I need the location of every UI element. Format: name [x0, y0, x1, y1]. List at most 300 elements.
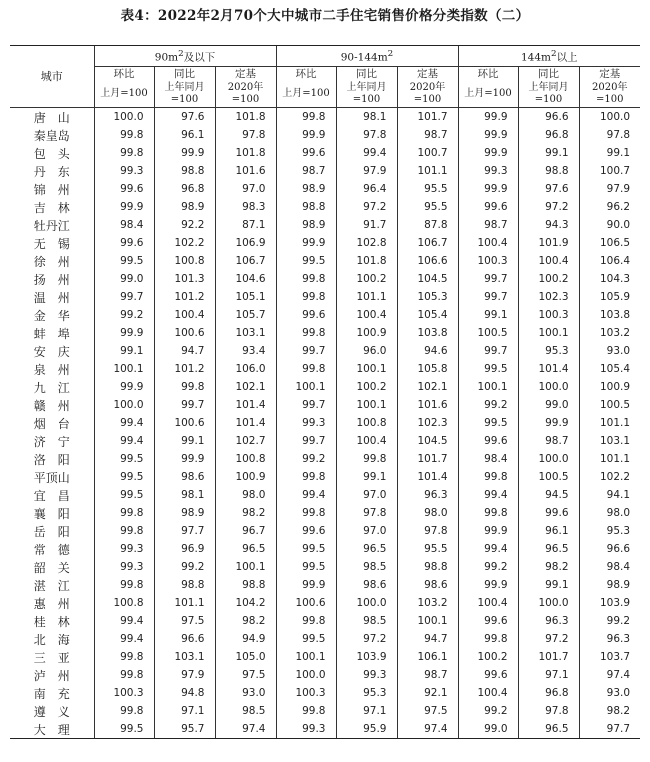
index-value: 100.1	[94, 360, 154, 378]
index-value: 96.1	[518, 522, 579, 540]
index-value: 100.6	[154, 324, 215, 342]
base-header: 上月=100	[94, 81, 154, 108]
index-value: 96.8	[518, 684, 579, 702]
index-value: 92.1	[397, 684, 458, 702]
index-value: 98.9	[276, 180, 336, 198]
index-value: 97.9	[154, 666, 215, 684]
index-value: 99.9	[276, 234, 336, 252]
index-value: 105.0	[215, 648, 276, 666]
index-value: 97.6	[154, 108, 215, 127]
city-name: 洛 阳	[33, 452, 70, 467]
index-value: 99.9	[458, 108, 518, 127]
table-row	[10, 594, 640, 612]
index-value: 100.1	[336, 396, 397, 414]
index-value: 100.1	[215, 558, 276, 576]
index-value: 100.9	[579, 378, 640, 396]
table-row	[10, 666, 640, 684]
index-value: 97.5	[397, 702, 458, 720]
table-row	[10, 468, 640, 486]
index-value: 96.3	[518, 612, 579, 630]
base-header: 上月=100	[276, 81, 336, 108]
city-name: 温 州	[33, 290, 70, 305]
index-value: 104.5	[397, 270, 458, 288]
index-value: 99.6	[276, 306, 336, 324]
index-value: 99.6	[518, 504, 579, 522]
index-value: 100.1	[518, 324, 579, 342]
index-value: 100.3	[458, 252, 518, 270]
index-value: 96.2	[579, 198, 640, 216]
index-value: 103.2	[579, 324, 640, 342]
city-name: 惠 州	[33, 596, 70, 611]
base-header: 2020年 =100	[215, 81, 276, 108]
index-value: 102.1	[397, 378, 458, 396]
index-value: 97.4	[215, 720, 276, 739]
index-value: 99.8	[154, 378, 215, 396]
index-value: 102.2	[154, 234, 215, 252]
index-value: 97.2	[336, 198, 397, 216]
index-value: 99.1	[336, 468, 397, 486]
index-value: 96.6	[579, 540, 640, 558]
index-value: 99.4	[276, 486, 336, 504]
index-value: 100.5	[518, 468, 579, 486]
index-value: 99.8	[276, 270, 336, 288]
index-value: 96.1	[154, 126, 215, 144]
index-value: 96.8	[154, 180, 215, 198]
city-name: 金 华	[33, 308, 70, 323]
index-value: 96.6	[154, 630, 215, 648]
index-value: 99.5	[458, 414, 518, 432]
table-row	[10, 486, 640, 504]
index-value: 98.5	[336, 612, 397, 630]
index-value: 99.9	[458, 180, 518, 198]
city-name: 九 江	[33, 380, 70, 395]
group-header-small: $90m^2$及以下	[94, 46, 276, 67]
index-value: 91.7	[336, 216, 397, 234]
index-value: 96.3	[579, 630, 640, 648]
index-value: 99.6	[94, 234, 154, 252]
index-value: 97.8	[336, 504, 397, 522]
index-value: 99.5	[94, 468, 154, 486]
index-value: 97.0	[336, 522, 397, 540]
index-value: 99.5	[94, 450, 154, 468]
index-value: 100.1	[276, 648, 336, 666]
index-value: 105.4	[579, 360, 640, 378]
index-value: 101.1	[397, 162, 458, 180]
index-value: 103.8	[397, 324, 458, 342]
index-value: 98.5	[336, 558, 397, 576]
index-value: 99.8	[276, 288, 336, 306]
city-name: 北 海	[33, 632, 70, 647]
table-row	[10, 144, 640, 162]
index-value: 98.8	[397, 558, 458, 576]
index-value: 99.7	[276, 396, 336, 414]
index-value: 98.7	[397, 666, 458, 684]
index-value: 99.9	[94, 378, 154, 396]
index-value: 98.7	[397, 126, 458, 144]
index-value: 97.8	[518, 702, 579, 720]
city-name: 襄 阳	[33, 506, 70, 521]
index-value: 99.5	[94, 486, 154, 504]
index-value: 103.9	[579, 594, 640, 612]
index-value: 99.8	[94, 648, 154, 666]
index-value: 102.2	[579, 468, 640, 486]
index-value: 99.5	[276, 540, 336, 558]
table-row	[10, 450, 640, 468]
index-value: 101.3	[154, 270, 215, 288]
index-value: 97.1	[154, 702, 215, 720]
index-value: 97.1	[336, 702, 397, 720]
index-value: 94.5	[518, 486, 579, 504]
index-value: 100.3	[276, 684, 336, 702]
index-value: 104.2	[215, 594, 276, 612]
table-row	[10, 702, 640, 720]
index-value: 96.5	[518, 720, 579, 739]
index-value: 99.4	[94, 630, 154, 648]
index-value: 99.4	[94, 432, 154, 450]
index-value: 103.7	[579, 648, 640, 666]
index-value: 99.4	[94, 414, 154, 432]
index-value: 99.8	[458, 630, 518, 648]
table-body	[10, 108, 640, 739]
index-value: 94.7	[397, 630, 458, 648]
index-value: 103.9	[336, 648, 397, 666]
table-row	[10, 198, 640, 216]
table-row	[10, 396, 640, 414]
table-row	[10, 252, 640, 270]
index-value: 98.3	[215, 198, 276, 216]
index-value: 100.7	[397, 144, 458, 162]
index-value: 99.8	[94, 522, 154, 540]
index-value: 99.4	[336, 144, 397, 162]
index-value: 96.4	[336, 180, 397, 198]
index-value: 102.3	[518, 288, 579, 306]
index-value: 98.5	[215, 702, 276, 720]
index-value: 100.9	[336, 324, 397, 342]
index-value: 101.6	[397, 396, 458, 414]
col-header-mom: 环比	[276, 67, 336, 82]
index-value: 97.9	[579, 180, 640, 198]
group-header-medium: $90-144m^2$	[276, 46, 458, 67]
index-value: 94.3	[518, 216, 579, 234]
index-value: 99.9	[154, 144, 215, 162]
index-value: 100.0	[518, 594, 579, 612]
index-value: 98.9	[154, 504, 215, 522]
index-value: 95.3	[336, 684, 397, 702]
index-value: 104.6	[215, 270, 276, 288]
index-value: 101.4	[215, 414, 276, 432]
table-row	[10, 126, 640, 144]
index-value: 100.3	[518, 306, 579, 324]
index-value: 97.6	[518, 180, 579, 198]
index-value: 103.2	[397, 594, 458, 612]
index-value: 99.8	[336, 450, 397, 468]
col-header-yoy: 同比	[336, 67, 397, 82]
table-row	[10, 108, 640, 127]
table-row	[10, 324, 640, 342]
index-value: 93.0	[215, 684, 276, 702]
index-value: 106.6	[397, 252, 458, 270]
index-value: 100.4	[458, 234, 518, 252]
index-value: 100.8	[154, 252, 215, 270]
index-value: 98.6	[336, 576, 397, 594]
index-value: 92.2	[154, 216, 215, 234]
index-value: 100.8	[336, 414, 397, 432]
city-name: 蚌 埠	[33, 326, 70, 341]
index-value: 100.0	[518, 450, 579, 468]
index-value: 98.7	[276, 162, 336, 180]
index-value: 99.7	[276, 342, 336, 360]
index-value: 102.7	[215, 432, 276, 450]
index-value: 100.4	[336, 306, 397, 324]
index-value: 97.4	[397, 720, 458, 739]
table-row	[10, 216, 640, 234]
index-value: 100.0	[94, 108, 154, 127]
index-value: 106.4	[579, 252, 640, 270]
col-header-fixed: 定基	[397, 67, 458, 82]
index-value: 103.1	[579, 432, 640, 450]
index-value: 95.7	[154, 720, 215, 739]
index-value: 99.3	[94, 558, 154, 576]
city-name: 宜 昌	[33, 488, 70, 503]
index-value: 99.7	[458, 342, 518, 360]
index-value: 100.5	[579, 396, 640, 414]
index-value: 99.6	[458, 198, 518, 216]
city-name: 包 头	[33, 146, 70, 161]
index-value: 99.3	[276, 414, 336, 432]
index-value: 93.0	[579, 342, 640, 360]
index-value: 87.8	[397, 216, 458, 234]
city-name: 吉 林	[33, 200, 70, 215]
city-name: 南 充	[33, 686, 70, 701]
table-row	[10, 558, 640, 576]
index-value: 98.6	[154, 468, 215, 486]
table-row	[10, 612, 640, 630]
index-value: 101.4	[518, 360, 579, 378]
index-value: 97.5	[215, 666, 276, 684]
index-value: 100.0	[276, 666, 336, 684]
index-value: 97.0	[215, 180, 276, 198]
index-value: 100.1	[458, 378, 518, 396]
index-value: 97.8	[336, 126, 397, 144]
index-value: 99.2	[579, 612, 640, 630]
col-header-mom: 环比	[94, 67, 154, 82]
table-row	[10, 414, 640, 432]
index-value: 99.5	[276, 252, 336, 270]
index-value: 96.5	[215, 540, 276, 558]
city-name: 韶 关	[33, 560, 70, 575]
index-value: 99.8	[276, 324, 336, 342]
index-value: 93.4	[215, 342, 276, 360]
table-row	[10, 306, 640, 324]
index-value: 101.4	[397, 468, 458, 486]
city-name: 泉 州	[33, 362, 70, 377]
index-value: 105.3	[397, 288, 458, 306]
index-value: 103.8	[579, 306, 640, 324]
index-value: 97.8	[397, 522, 458, 540]
index-value: 99.1	[579, 144, 640, 162]
index-value: 105.4	[397, 306, 458, 324]
index-value: 101.1	[154, 594, 215, 612]
index-value: 99.9	[94, 324, 154, 342]
index-value: 101.1	[579, 450, 640, 468]
index-value: 99.0	[458, 720, 518, 739]
city-name: 唐 山	[33, 110, 70, 125]
index-value: 100.3	[94, 684, 154, 702]
index-value: 99.8	[276, 504, 336, 522]
table-row	[10, 288, 640, 306]
index-value: 100.0	[336, 594, 397, 612]
col-header-yoy: 同比	[154, 67, 215, 82]
index-value: 101.1	[579, 414, 640, 432]
index-value: 97.0	[336, 486, 397, 504]
index-value: 99.8	[94, 126, 154, 144]
index-value: 100.4	[336, 432, 397, 450]
index-value: 101.1	[336, 288, 397, 306]
base-header: 上年同月 =100	[336, 81, 397, 108]
index-value: 98.1	[336, 108, 397, 127]
index-value: 97.7	[579, 720, 640, 739]
base-header: 上月=100	[458, 81, 518, 108]
index-value: 98.6	[397, 576, 458, 594]
index-value: 100.1	[336, 360, 397, 378]
index-value: 99.8	[94, 504, 154, 522]
city-name: 岳 阳	[33, 524, 70, 539]
index-value: 100.8	[215, 450, 276, 468]
index-value: 98.7	[518, 432, 579, 450]
index-value: 99.8	[276, 612, 336, 630]
index-value: 99.2	[458, 558, 518, 576]
index-value: 99.5	[94, 720, 154, 739]
index-value: 99.1	[94, 342, 154, 360]
index-value: 96.7	[215, 522, 276, 540]
index-value: 98.9	[579, 576, 640, 594]
city-name: 桂 林	[33, 614, 70, 629]
index-value: 96.8	[518, 126, 579, 144]
city-name: 锦 州	[33, 182, 70, 197]
index-value: 100.9	[215, 468, 276, 486]
index-value: 99.2	[94, 306, 154, 324]
index-value: 97.2	[518, 630, 579, 648]
index-value: 99.9	[458, 576, 518, 594]
index-value: 105.9	[579, 288, 640, 306]
table-row	[10, 360, 640, 378]
table-row	[10, 630, 640, 648]
index-value: 100.4	[458, 684, 518, 702]
index-value: 99.8	[276, 108, 336, 127]
table-row	[10, 504, 640, 522]
city-name: 徐 州	[33, 254, 70, 269]
index-value: 99.8	[94, 144, 154, 162]
city-name: 泸 州	[33, 668, 70, 683]
city-name: 烟 台	[33, 416, 70, 431]
index-value: 97.8	[579, 126, 640, 144]
index-value: 106.5	[579, 234, 640, 252]
index-value: 100.4	[518, 252, 579, 270]
index-value: 97.4	[579, 666, 640, 684]
index-value: 98.8	[154, 162, 215, 180]
index-value: 100.8	[94, 594, 154, 612]
base-header: 上年同月 =100	[154, 81, 215, 108]
index-value: 98.8	[215, 576, 276, 594]
index-value: 99.9	[458, 126, 518, 144]
index-value: 98.0	[397, 504, 458, 522]
index-value: 95.5	[397, 180, 458, 198]
index-value: 94.1	[579, 486, 640, 504]
index-value: 96.9	[154, 540, 215, 558]
city-name: 大 理	[10, 720, 94, 739]
index-value: 101.2	[154, 360, 215, 378]
index-value: 99.2	[276, 450, 336, 468]
index-value: 105.8	[397, 360, 458, 378]
index-value: 100.5	[458, 324, 518, 342]
index-value: 98.4	[579, 558, 640, 576]
index-value: 106.9	[215, 234, 276, 252]
index-value: 99.9	[458, 522, 518, 540]
index-value: 99.9	[458, 144, 518, 162]
col-header-mom: 环比	[458, 67, 518, 82]
index-value: 101.7	[397, 108, 458, 127]
index-value: 101.7	[518, 648, 579, 666]
index-value: 97.5	[154, 612, 215, 630]
index-value: 99.6	[458, 432, 518, 450]
index-value: 98.8	[518, 162, 579, 180]
city-name: 赣 州	[33, 398, 70, 413]
index-value: 97.7	[154, 522, 215, 540]
index-value: 94.9	[215, 630, 276, 648]
index-value: 99.9	[276, 576, 336, 594]
index-value: 98.9	[154, 198, 215, 216]
index-value: 98.8	[276, 198, 336, 216]
city-name: 常 德	[33, 542, 70, 557]
index-value: 101.4	[215, 396, 276, 414]
city-name: 无 锡	[33, 236, 70, 251]
index-value: 99.6	[458, 612, 518, 630]
index-value: 100.1	[276, 378, 336, 396]
index-value: 99.9	[276, 126, 336, 144]
page-title: 表4：2022年2月70个大中城市二手住宅销售价格分类指数（二）	[120, 8, 530, 24]
index-value: 99.8	[458, 468, 518, 486]
table-row	[10, 234, 640, 252]
index-value: 98.2	[518, 558, 579, 576]
index-value: 94.6	[397, 342, 458, 360]
index-value: 95.3	[579, 522, 640, 540]
index-value: 99.2	[458, 702, 518, 720]
col-header-yoy: 同比	[518, 67, 579, 82]
index-value: 95.9	[336, 720, 397, 739]
index-value: 98.0	[579, 504, 640, 522]
index-value: 99.8	[94, 576, 154, 594]
index-value: 99.1	[518, 576, 579, 594]
index-value: 95.5	[397, 540, 458, 558]
index-value: 106.1	[397, 648, 458, 666]
base-header: 2020年 =100	[397, 81, 458, 108]
base-header: 上年同月 =100	[518, 81, 579, 108]
index-value: 102.1	[215, 378, 276, 396]
index-value: 99.5	[276, 558, 336, 576]
index-value: 99.3	[458, 162, 518, 180]
index-value: 104.5	[397, 432, 458, 450]
index-value: 98.9	[276, 216, 336, 234]
index-value: 95.5	[397, 198, 458, 216]
index-value: 100.2	[518, 270, 579, 288]
index-value: 99.6	[458, 666, 518, 684]
index-value: 87.1	[215, 216, 276, 234]
index-value: 98.2	[215, 612, 276, 630]
index-value: 98.4	[458, 450, 518, 468]
index-value: 106.0	[215, 360, 276, 378]
index-value: 101.2	[154, 288, 215, 306]
index-value: 99.2	[154, 558, 215, 576]
